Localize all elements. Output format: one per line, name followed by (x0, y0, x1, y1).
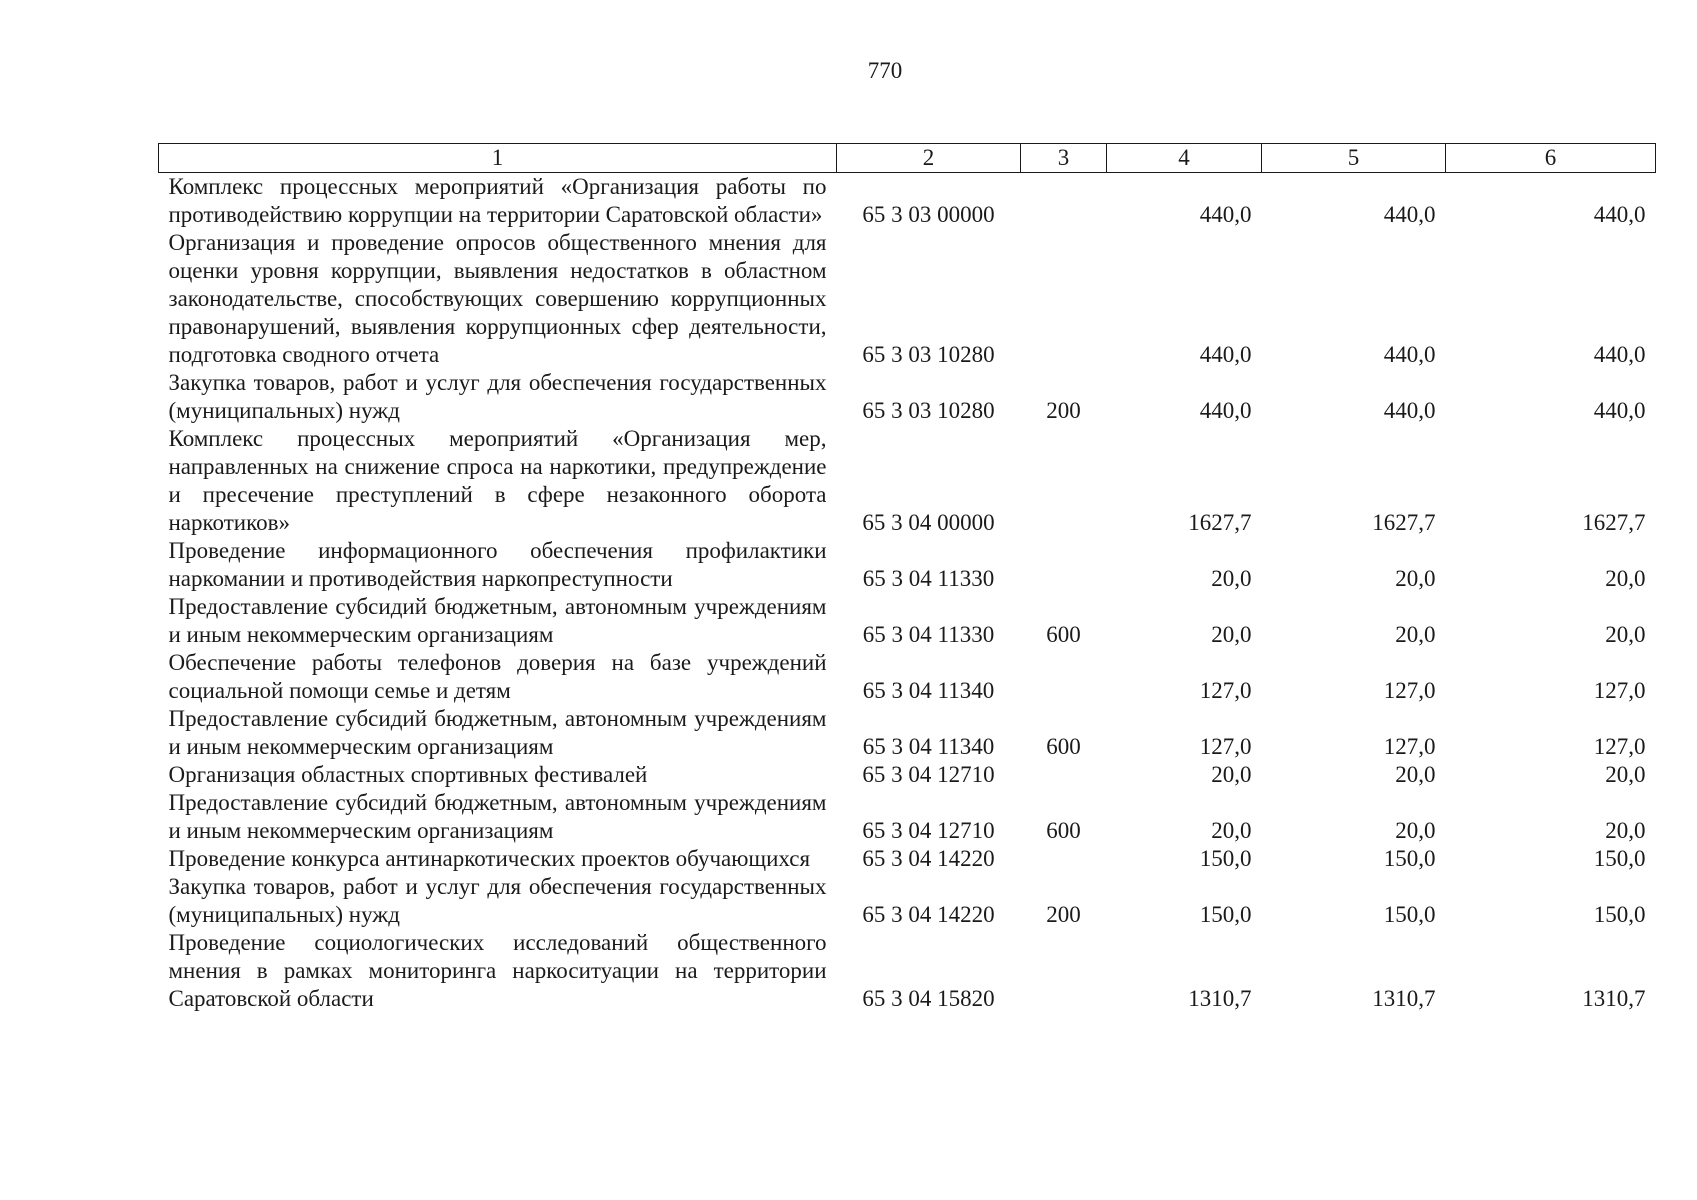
row-value-6: 20,0 (1605, 622, 1646, 647)
header-row (159, 144, 1656, 173)
row-kind (1021, 761, 1107, 789)
table-row (159, 873, 1656, 929)
row-value-5: 127,0 (1383, 734, 1436, 759)
row-value-6: 150,0 (1593, 846, 1646, 871)
row-name: Закупка товаров, работ и услуг для обеспечения государственных (муниципальных) нужд (168, 370, 827, 423)
row-value-4: 150,0 (1199, 846, 1252, 871)
row-name: Проведение информационного обеспечения профилактики наркомании и противодействия наркопреступности (168, 538, 827, 591)
row-value-5: 440,0 (1383, 342, 1436, 367)
row-value-6: 440,0 (1593, 342, 1646, 367)
header-cell-3: 3 (1021, 144, 1107, 173)
row-kind (1021, 929, 1107, 1013)
header-cell-4: 4 (1107, 144, 1262, 173)
table-row (159, 229, 1656, 369)
row-name: Проведение конкурса антинаркотических проектов обучающихся (168, 846, 811, 871)
row-code: 65 3 03 00000 (862, 202, 995, 227)
header-cell-5: 5 (1262, 144, 1446, 173)
row-code: 65 3 04 00000 (862, 510, 995, 535)
row-value-4: 440,0 (1199, 398, 1252, 423)
row-value-4: 1627,7 (1188, 510, 1252, 535)
table-body (159, 173, 1656, 1014)
row-value-6: 20,0 (1605, 566, 1646, 591)
row-value-4: 20,0 (1211, 818, 1252, 843)
row-value-5: 20,0 (1395, 818, 1436, 843)
row-kind: 200 (1046, 398, 1081, 423)
row-kind: 600 (1046, 818, 1081, 843)
row-code: 65 3 03 10280 (862, 398, 995, 423)
row-value-6: 440,0 (1593, 202, 1646, 227)
row-value-4: 20,0 (1211, 762, 1252, 787)
row-name: Комплекс процессных мероприятий «Организация мер, направленных на снижение спроса на наркотики, предупреждение и пресечение преступлений в сфере незаконного оборота наркотиков» (168, 426, 827, 535)
row-name: Предоставление субсидий бюджетным, автономным учреждениям и иным некоммерческим организациям (168, 706, 827, 759)
table-row (159, 537, 1656, 593)
table-row (159, 705, 1656, 761)
row-value-4: 440,0 (1199, 342, 1252, 367)
row-value-4: 20,0 (1211, 566, 1252, 591)
row-value-6: 20,0 (1605, 762, 1646, 787)
table-row (159, 649, 1656, 705)
table-row (159, 761, 1656, 789)
row-value-4: 127,0 (1199, 734, 1252, 759)
table-row (159, 929, 1656, 1013)
row-value-4: 20,0 (1211, 622, 1252, 647)
row-value-4: 150,0 (1199, 902, 1252, 927)
row-value-6: 20,0 (1605, 818, 1646, 843)
row-value-6: 1310,7 (1582, 986, 1646, 1011)
row-value-5: 150,0 (1383, 846, 1436, 871)
row-name: Закупка товаров, работ и услуг для обеспечения государственных (муниципальных) нужд (168, 874, 827, 927)
page-number: 770 (867, 58, 903, 83)
row-value-5: 1310,7 (1372, 986, 1436, 1011)
row-kind (1021, 537, 1107, 593)
table-row (159, 425, 1656, 537)
row-kind: 600 (1046, 734, 1081, 759)
row-kind (1021, 845, 1107, 873)
row-kind: 200 (1046, 902, 1081, 927)
row-value-6: 440,0 (1593, 398, 1646, 423)
row-value-5: 127,0 (1383, 678, 1436, 703)
row-value-5: 440,0 (1383, 398, 1436, 423)
row-code: 65 3 04 15820 (862, 986, 995, 1011)
row-name: Предоставление субсидий бюджетным, автономным учреждениям и иным некоммерческим организациям (168, 594, 827, 647)
row-code: 65 3 04 11340 (862, 734, 995, 759)
header-cell-6: 6 (1446, 144, 1656, 173)
row-value-6: 127,0 (1593, 678, 1646, 703)
row-value-4: 440,0 (1199, 202, 1252, 227)
table-row (159, 173, 1656, 230)
row-name: Организация областных спортивных фестивалей (168, 762, 648, 787)
row-value-4: 127,0 (1199, 678, 1252, 703)
table-row (159, 593, 1656, 649)
row-value-5: 20,0 (1395, 566, 1436, 591)
row-code: 65 3 04 12710 (862, 762, 995, 787)
row-value-5: 20,0 (1395, 762, 1436, 787)
row-code: 65 3 04 12710 (862, 818, 995, 843)
row-code: 65 3 04 11330 (862, 566, 995, 591)
row-kind (1021, 229, 1107, 369)
row-value-6: 127,0 (1593, 734, 1646, 759)
row-code: 65 3 03 10280 (862, 342, 995, 367)
header-cell-2: 2 (837, 144, 1021, 173)
row-code: 65 3 04 14220 (862, 902, 995, 927)
row-value-6: 150,0 (1593, 902, 1646, 927)
budget-table (158, 143, 1656, 1013)
row-value-4: 1310,7 (1188, 986, 1252, 1011)
table-header (159, 144, 1656, 173)
row-value-5: 150,0 (1383, 902, 1436, 927)
table-row (159, 789, 1656, 845)
row-value-5: 1627,7 (1372, 510, 1436, 535)
row-kind (1021, 425, 1107, 537)
row-name: Проведение социологических исследований общественного мнения в рамках мониторинга наркоситуации на территории Саратовской области (168, 930, 827, 1011)
row-value-5: 20,0 (1395, 622, 1436, 647)
row-value-5: 440,0 (1383, 202, 1436, 227)
row-kind: 600 (1046, 622, 1081, 647)
row-name: Обеспечение работы телефонов доверия на базе учреждений социальной помощи семье и детям (168, 650, 827, 703)
row-code: 65 3 04 11330 (862, 622, 995, 647)
header-cell-1: 1 (159, 144, 837, 173)
row-code: 65 3 04 11340 (862, 678, 995, 703)
row-name: Предоставление субсидий бюджетным, автономным учреждениям и иным некоммерческим организациям (168, 790, 827, 843)
row-kind (1021, 173, 1107, 230)
table-row (159, 845, 1656, 873)
row-value-6: 1627,7 (1582, 510, 1646, 535)
table-row (159, 369, 1656, 425)
row-kind (1021, 649, 1107, 705)
row-name: Комплекс процессных мероприятий «Организация работы по противодействию коррупции на территории Саратовской области» (168, 174, 827, 227)
row-code: 65 3 04 14220 (862, 846, 995, 871)
row-name: Организация и проведение опросов общественного мнения для оценки уровня коррупции, выявления недостатков в областном законодательстве, способствующих совершению коррупционных правонарушений, выявления коррупционных сфер деятельности, подготовка сводного отчета (168, 230, 827, 367)
